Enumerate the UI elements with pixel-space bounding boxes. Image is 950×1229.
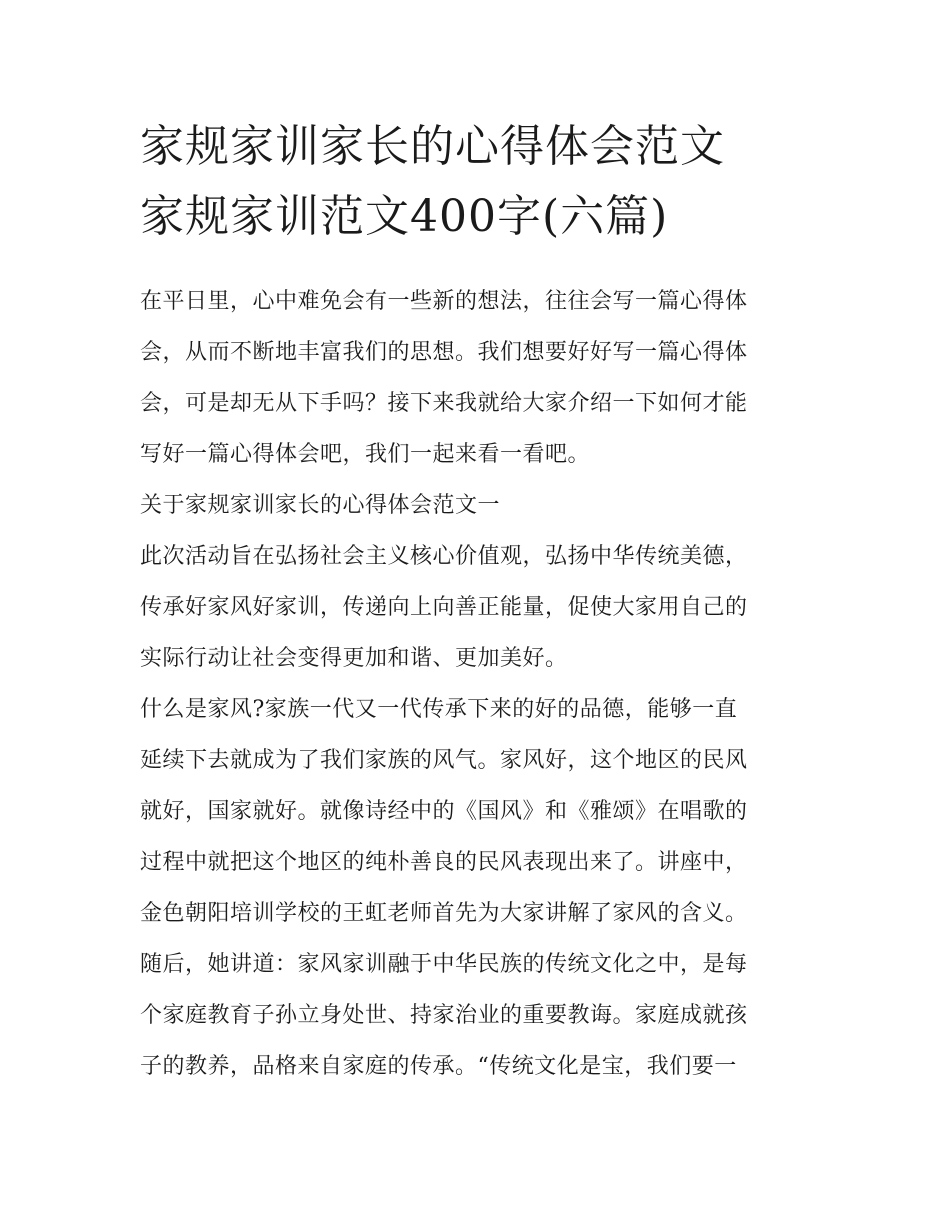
document-title	[140, 112, 830, 252]
text-line: 此次活动旨在弘扬社会主义核心价值观，弘扬中华传统美德，	[140, 544, 748, 569]
text-line: 个家庭教育子孙立身处世、持家治业的重要教诲。家庭成就孩	[140, 1003, 748, 1028]
text-line: 会，可是却无从下手吗？接下来我就给大家介绍一下如何才能	[140, 391, 748, 416]
text-line: 延续下去就成为了我们家族的风气。家风好，这个地区的民风	[140, 748, 748, 773]
text-line: 金色朝阳培训学校的王虹老师首先为大家讲解了家风的含义。	[140, 901, 748, 926]
section-heading	[140, 480, 812, 531]
intro-paragraph	[140, 276, 812, 480]
text-line: 写好一篇心得体会吧，我们一起来看一看吧。	[140, 442, 591, 467]
document-body	[140, 276, 812, 1092]
text-line: 就好，国家就好。就像诗经中的《国风》和《雅颂》在唱歌的	[140, 799, 748, 824]
title-line: 家规家训家长的心得体会范文	[140, 121, 725, 172]
text-line: 在平日里，心中难免会有一些新的想法，往往会写一篇心得体	[140, 289, 748, 314]
title-line: 家规家训范文400字(六篇)	[140, 191, 669, 242]
text-line: 过程中就把这个地区的纯朴善良的民风表现出来了。讲座中，	[140, 850, 748, 875]
text-line: 什么是家风?家族一代又一代传承下来的好的品德，能够一直	[140, 697, 738, 722]
text-line: 随后，她讲道：家风家训融于中华民族的传统文化之中，是每	[140, 952, 748, 977]
text-line: 关于家规家训家长的心得体会范文一	[140, 493, 501, 518]
text-line: 会，从而不断地丰富我们的思想。我们想要好好写一篇心得体	[140, 340, 748, 365]
text-line: 传承好家风好家训，传递向上向善正能量，促使大家用自己的	[140, 595, 748, 620]
text-line: 实际行动让社会变得更加和谐、更加美好。	[140, 646, 568, 671]
body-paragraph	[140, 531, 812, 684]
text-line: 子的教养，品格来自家庭的传承。“传统文化是宝，我们要一	[140, 1054, 737, 1079]
body-paragraph	[140, 684, 812, 1092]
